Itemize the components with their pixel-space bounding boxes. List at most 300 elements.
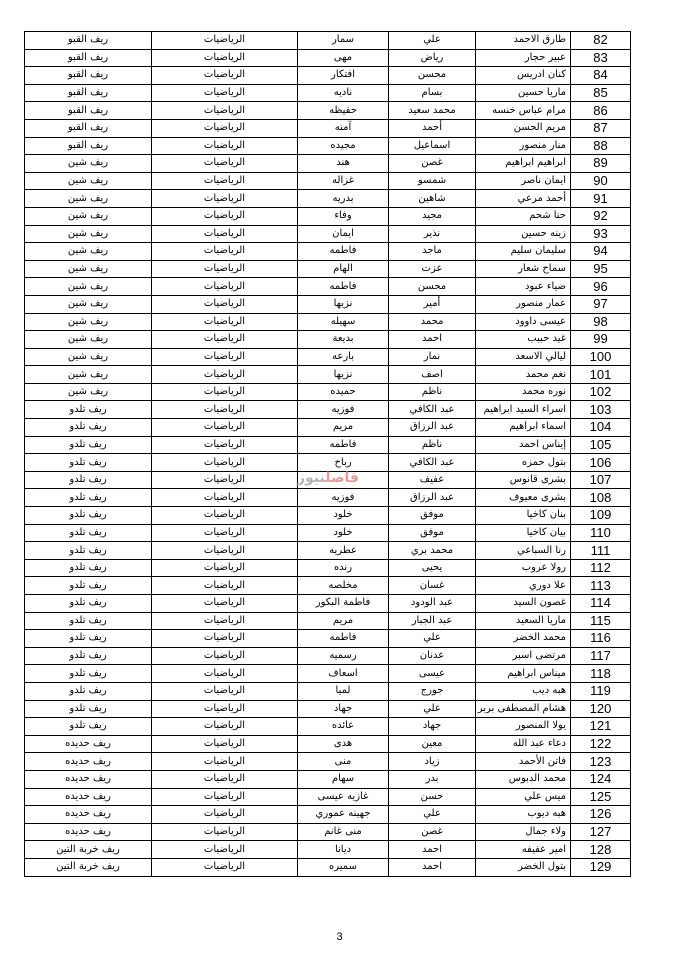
cell-father-name: علي bbox=[389, 630, 476, 648]
cell-mother-name: منى غانم bbox=[298, 823, 389, 841]
cell-mother-name: فاطمة البكور bbox=[298, 595, 389, 613]
cell-father-name: محمد سعيد bbox=[389, 102, 476, 120]
cell-specialization: الرياضيات bbox=[152, 841, 298, 859]
cell-specialization: الرياضيات bbox=[152, 278, 298, 296]
cell-full-name: امير عفيفه bbox=[476, 841, 571, 859]
cell-region: ريف تلدو bbox=[25, 718, 152, 736]
cell-region: ريف شين bbox=[25, 295, 152, 313]
cell-mother-name: فاطمه bbox=[298, 436, 389, 454]
table-row bbox=[25, 190, 631, 208]
cell-region: ريف تلدو bbox=[25, 630, 152, 648]
cell-region: ريف تلدو bbox=[25, 682, 152, 700]
cell-full-name: عمار منصور bbox=[476, 295, 571, 313]
table-row bbox=[25, 419, 631, 437]
table-row bbox=[25, 858, 631, 876]
table-row bbox=[25, 595, 631, 613]
cell-specialization: الرياضيات bbox=[152, 260, 298, 278]
cell-father-name: عبد الجبار bbox=[389, 612, 476, 630]
cell-number: 127 bbox=[571, 823, 631, 841]
cell-full-name: يولا المنصور bbox=[476, 718, 571, 736]
cell-full-name: مرام عباس خنسه bbox=[476, 102, 571, 120]
cell-number: 110 bbox=[571, 524, 631, 542]
cell-full-name: ماريا السعيد bbox=[476, 612, 571, 630]
cell-specialization: الرياضيات bbox=[152, 313, 298, 331]
cell-number: 107 bbox=[571, 471, 631, 489]
cell-region: ريف خربة التين bbox=[25, 841, 152, 859]
cell-full-name: هبه ديوب bbox=[476, 806, 571, 824]
cell-father-name: علي bbox=[389, 806, 476, 824]
cell-specialization: الرياضيات bbox=[152, 348, 298, 366]
cell-number: 88 bbox=[571, 137, 631, 155]
cell-specialization: الرياضيات bbox=[152, 559, 298, 577]
watermark-part2: نيوز bbox=[297, 470, 326, 486]
cell-mother-name: آمنه bbox=[298, 119, 389, 137]
cell-number: 83 bbox=[571, 49, 631, 67]
cell-father-name: حسن bbox=[389, 788, 476, 806]
cell-specialization: الرياضيات bbox=[152, 823, 298, 841]
cell-full-name: رنا السباعي bbox=[476, 542, 571, 560]
cell-specialization: الرياضيات bbox=[152, 682, 298, 700]
cell-mother-name: فوزيه bbox=[298, 401, 389, 419]
cell-mother-name: الهام bbox=[298, 260, 389, 278]
cell-number: 89 bbox=[571, 155, 631, 173]
cell-mother-name: ايمان bbox=[298, 225, 389, 243]
table-row bbox=[25, 32, 631, 50]
cell-number: 117 bbox=[571, 647, 631, 665]
cell-specialization: الرياضيات bbox=[152, 225, 298, 243]
cell-number: 109 bbox=[571, 507, 631, 525]
cell-full-name: ولاء جمال bbox=[476, 823, 571, 841]
cell-number: 82 bbox=[571, 32, 631, 50]
cell-father-name: رياض bbox=[389, 49, 476, 67]
cell-mother-name: رباح bbox=[298, 454, 389, 472]
cell-region: ريف خربة التين bbox=[25, 858, 152, 876]
table-row bbox=[25, 806, 631, 824]
cell-father-name: أمير bbox=[389, 295, 476, 313]
cell-number: 120 bbox=[571, 700, 631, 718]
cell-region: ريف القبو bbox=[25, 84, 152, 102]
cell-region: ريف تلدو bbox=[25, 489, 152, 507]
cell-number: 102 bbox=[571, 383, 631, 401]
cell-mother-name: ناديه bbox=[298, 84, 389, 102]
cell-mother-name: منى bbox=[298, 753, 389, 771]
cell-specialization: الرياضيات bbox=[152, 172, 298, 190]
cell-number: 105 bbox=[571, 436, 631, 454]
cell-region: ريف حديده bbox=[25, 770, 152, 788]
cell-father-name: بسام bbox=[389, 84, 476, 102]
cell-specialization: الرياضيات bbox=[152, 383, 298, 401]
cell-specialization: الرياضيات bbox=[152, 507, 298, 525]
candidates-table bbox=[24, 31, 631, 877]
cell-full-name: ميس علي bbox=[476, 788, 571, 806]
cell-father-name: احمد bbox=[389, 841, 476, 859]
cell-mother-name: فاطمه bbox=[298, 278, 389, 296]
table-row bbox=[25, 788, 631, 806]
cell-specialization: الرياضيات bbox=[152, 102, 298, 120]
cell-specialization: الرياضيات bbox=[152, 366, 298, 384]
cell-number: 111 bbox=[571, 542, 631, 560]
table-row bbox=[25, 647, 631, 665]
cell-region: ريف حديده bbox=[25, 788, 152, 806]
cell-specialization: الرياضيات bbox=[152, 735, 298, 753]
cell-full-name: منار منصور bbox=[476, 137, 571, 155]
cell-region: ريف تلدو bbox=[25, 665, 152, 683]
cell-number: 112 bbox=[571, 559, 631, 577]
table-row bbox=[25, 682, 631, 700]
table-row bbox=[25, 735, 631, 753]
cell-region: ريف شين bbox=[25, 155, 152, 173]
cell-number: 124 bbox=[571, 770, 631, 788]
cell-mother-name: لميا bbox=[298, 682, 389, 700]
cell-father-name: علي bbox=[389, 700, 476, 718]
cell-father-name: غسان bbox=[389, 577, 476, 595]
table-row bbox=[25, 137, 631, 155]
cell-father-name: مجيد bbox=[389, 207, 476, 225]
cell-region: ريف القبو bbox=[25, 49, 152, 67]
cell-father-name: عزت bbox=[389, 260, 476, 278]
cell-full-name: ميناس ابراهيم bbox=[476, 665, 571, 683]
cell-father-name: عبد الكافي bbox=[389, 454, 476, 472]
cell-full-name: ليالي الاسعد bbox=[476, 348, 571, 366]
cell-father-name: محمد bbox=[389, 313, 476, 331]
cell-number: 104 bbox=[571, 419, 631, 437]
cell-father-name: عبد الرزاق bbox=[389, 489, 476, 507]
cell-region: ريف شين bbox=[25, 172, 152, 190]
cell-region: ريف شين bbox=[25, 190, 152, 208]
cell-region: ريف شين bbox=[25, 313, 152, 331]
table-row bbox=[25, 67, 631, 85]
cell-mother-name: رسميه bbox=[298, 647, 389, 665]
cell-region: ريف شين bbox=[25, 243, 152, 261]
cell-region: ريف تلدو bbox=[25, 401, 152, 419]
cell-full-name: دعاء عبد الله bbox=[476, 735, 571, 753]
table-row bbox=[25, 225, 631, 243]
cell-mother-name: مريم bbox=[298, 612, 389, 630]
cell-mother-name: نزيها bbox=[298, 295, 389, 313]
cell-specialization: الرياضيات bbox=[152, 612, 298, 630]
cell-mother-name: سهيله bbox=[298, 313, 389, 331]
cell-region: ريف تلدو bbox=[25, 647, 152, 665]
cell-specialization: الرياضيات bbox=[152, 630, 298, 648]
table-row bbox=[25, 454, 631, 472]
cell-region: ريف القبو bbox=[25, 137, 152, 155]
cell-father-name: ناظم bbox=[389, 383, 476, 401]
cell-specialization: الرياضيات bbox=[152, 32, 298, 50]
cell-number: 119 bbox=[571, 682, 631, 700]
cell-mother-name: نزيها bbox=[298, 366, 389, 384]
cell-number: 100 bbox=[571, 348, 631, 366]
table-row bbox=[25, 841, 631, 859]
cell-mother-name: اسعاف bbox=[298, 665, 389, 683]
cell-mother-name: هند bbox=[298, 155, 389, 173]
cell-mother-name: جهاد bbox=[298, 700, 389, 718]
watermark bbox=[297, 470, 359, 486]
cell-region: ريف القبو bbox=[25, 119, 152, 137]
cell-father-name: نذير bbox=[389, 225, 476, 243]
cell-mother-name: فاطمه bbox=[298, 243, 389, 261]
cell-mother-name: حميده bbox=[298, 383, 389, 401]
table-row bbox=[25, 119, 631, 137]
table-row bbox=[25, 366, 631, 384]
table-row bbox=[25, 823, 631, 841]
cell-specialization: الرياضيات bbox=[152, 489, 298, 507]
cell-specialization: الرياضيات bbox=[152, 419, 298, 437]
cell-specialization: الرياضيات bbox=[152, 137, 298, 155]
cell-specialization: الرياضيات bbox=[152, 806, 298, 824]
cell-father-name: احمد bbox=[389, 331, 476, 349]
cell-specialization: الرياضيات bbox=[152, 770, 298, 788]
cell-mother-name: جهينه عموري bbox=[298, 806, 389, 824]
table-row bbox=[25, 542, 631, 560]
cell-full-name: محمد الخضر bbox=[476, 630, 571, 648]
cell-specialization: الرياضيات bbox=[152, 542, 298, 560]
cell-specialization: الرياضيات bbox=[152, 788, 298, 806]
cell-father-name: جهاد bbox=[389, 718, 476, 736]
cell-region: ريف شين bbox=[25, 331, 152, 349]
table-row bbox=[25, 770, 631, 788]
cell-number: 125 bbox=[571, 788, 631, 806]
cell-mother-name: افتكار bbox=[298, 67, 389, 85]
cell-father-name: شاهين bbox=[389, 190, 476, 208]
cell-specialization: الرياضيات bbox=[152, 647, 298, 665]
cell-father-name: عفيف bbox=[389, 471, 476, 489]
cell-full-name: سليمان سليم bbox=[476, 243, 571, 261]
cell-full-name: كنان ادريس bbox=[476, 67, 571, 85]
cell-father-name: يحيى bbox=[389, 559, 476, 577]
cell-region: ريف تلدو bbox=[25, 436, 152, 454]
table-row bbox=[25, 753, 631, 771]
cell-mother-name: مجيده bbox=[298, 137, 389, 155]
cell-region: ريف تلدو bbox=[25, 595, 152, 613]
cell-full-name: عيسى داوود bbox=[476, 313, 571, 331]
cell-mother-name: وفاء bbox=[298, 207, 389, 225]
cell-number: 91 bbox=[571, 190, 631, 208]
cell-full-name: اسماء ابراهيم bbox=[476, 419, 571, 437]
cell-full-name: بشرى قانوس bbox=[476, 471, 571, 489]
cell-number: 116 bbox=[571, 630, 631, 648]
cell-specialization: الرياضيات bbox=[152, 471, 298, 489]
cell-father-name: موفق bbox=[389, 507, 476, 525]
cell-number: 85 bbox=[571, 84, 631, 102]
table-row bbox=[25, 559, 631, 577]
table-row bbox=[25, 700, 631, 718]
cell-specialization: الرياضيات bbox=[152, 49, 298, 67]
cell-mother-name: خلود bbox=[298, 507, 389, 525]
cell-father-name: غصن bbox=[389, 155, 476, 173]
table-row bbox=[25, 331, 631, 349]
table-row bbox=[25, 489, 631, 507]
table-row bbox=[25, 84, 631, 102]
cell-full-name: زينه حسين bbox=[476, 225, 571, 243]
cell-specialization: الرياضيات bbox=[152, 67, 298, 85]
cell-full-name: ابراهيم ابراهيم bbox=[476, 155, 571, 173]
cell-mother-name: سمار bbox=[298, 32, 389, 50]
watermark-part1: فاصل bbox=[325, 470, 359, 486]
cell-full-name: نوره محمد bbox=[476, 383, 571, 401]
cell-full-name: ماريا حسين bbox=[476, 84, 571, 102]
cell-father-name: نمار bbox=[389, 348, 476, 366]
cell-mother-name: رنده bbox=[298, 559, 389, 577]
cell-father-name: موفق bbox=[389, 524, 476, 542]
table-row bbox=[25, 207, 631, 225]
cell-region: ريف تلدو bbox=[25, 454, 152, 472]
cell-father-name: عيسى bbox=[389, 665, 476, 683]
table-row bbox=[25, 524, 631, 542]
cell-father-name: عبد الرزاق bbox=[389, 419, 476, 437]
cell-mother-name: فاطمه bbox=[298, 630, 389, 648]
cell-region: ريف حديده bbox=[25, 735, 152, 753]
cell-region: ريف تلدو bbox=[25, 700, 152, 718]
cell-specialization: الرياضيات bbox=[152, 718, 298, 736]
cell-region: ريف تلدو bbox=[25, 471, 152, 489]
cell-full-name: ايمان ناصر bbox=[476, 172, 571, 190]
cell-number: 87 bbox=[571, 119, 631, 137]
cell-specialization: الرياضيات bbox=[152, 119, 298, 137]
table-row bbox=[25, 155, 631, 173]
table-row bbox=[25, 348, 631, 366]
cell-number: 86 bbox=[571, 102, 631, 120]
cell-father-name: محسن bbox=[389, 278, 476, 296]
table-row bbox=[25, 383, 631, 401]
cell-mother-name: حفيظه bbox=[298, 102, 389, 120]
cell-number: 94 bbox=[571, 243, 631, 261]
cell-father-name: احمد bbox=[389, 858, 476, 876]
cell-full-name: سماح شعار bbox=[476, 260, 571, 278]
table-row bbox=[25, 401, 631, 419]
cell-region: ريف شين bbox=[25, 366, 152, 384]
cell-full-name: مريم الحسن bbox=[476, 119, 571, 137]
cell-father-name: ماجد bbox=[389, 243, 476, 261]
table-row bbox=[25, 172, 631, 190]
cell-number: 128 bbox=[571, 841, 631, 859]
cell-mother-name: مهى bbox=[298, 49, 389, 67]
cell-region: ريف شين bbox=[25, 260, 152, 278]
cell-region: ريف تلدو bbox=[25, 524, 152, 542]
cell-father-name: عدنان bbox=[389, 647, 476, 665]
cell-mother-name: خلود bbox=[298, 524, 389, 542]
cell-region: ريف حديده bbox=[25, 753, 152, 771]
cell-full-name: عبير حجار bbox=[476, 49, 571, 67]
cell-father-name: بدر bbox=[389, 770, 476, 788]
cell-specialization: الرياضيات bbox=[152, 700, 298, 718]
cell-specialization: الرياضيات bbox=[152, 155, 298, 173]
cell-number: 96 bbox=[571, 278, 631, 296]
cell-full-name: هبه ديب bbox=[476, 682, 571, 700]
cell-full-name: حنا شحم bbox=[476, 207, 571, 225]
table-row bbox=[25, 507, 631, 525]
cell-region: ريف شين bbox=[25, 207, 152, 225]
cell-number: 106 bbox=[571, 454, 631, 472]
cell-number: 129 bbox=[571, 858, 631, 876]
cell-region: ريف تلدو bbox=[25, 542, 152, 560]
table-body bbox=[25, 32, 631, 877]
table-row bbox=[25, 577, 631, 595]
cell-mother-name: ديانا bbox=[298, 841, 389, 859]
cell-mother-name: غازيه عيسى bbox=[298, 788, 389, 806]
cell-full-name: إيناس احمد bbox=[476, 436, 571, 454]
cell-number: 93 bbox=[571, 225, 631, 243]
cell-number: 108 bbox=[571, 489, 631, 507]
cell-full-name: غيد حبيب bbox=[476, 331, 571, 349]
cell-number: 103 bbox=[571, 401, 631, 419]
cell-mother-name: بارعه bbox=[298, 348, 389, 366]
cell-region: ريف حديده bbox=[25, 823, 152, 841]
cell-specialization: الرياضيات bbox=[152, 665, 298, 683]
cell-father-name: معين bbox=[389, 735, 476, 753]
cell-full-name: ضياء عبود bbox=[476, 278, 571, 296]
cell-specialization: الرياضيات bbox=[152, 753, 298, 771]
cell-specialization: الرياضيات bbox=[152, 436, 298, 454]
cell-region: ريف تلدو bbox=[25, 559, 152, 577]
cell-full-name: بشرى معيوف bbox=[476, 489, 571, 507]
cell-region: ريف شين bbox=[25, 383, 152, 401]
cell-region: ريف شين bbox=[25, 225, 152, 243]
cell-number: 113 bbox=[571, 577, 631, 595]
cell-specialization: الرياضيات bbox=[152, 577, 298, 595]
cell-full-name: رولا عروب bbox=[476, 559, 571, 577]
cell-full-name: مرتضى اسبر bbox=[476, 647, 571, 665]
cell-number: 97 bbox=[571, 295, 631, 313]
cell-father-name: محسن bbox=[389, 67, 476, 85]
cell-full-name: طارق الاحمد bbox=[476, 32, 571, 50]
cell-full-name: غصون السيد bbox=[476, 595, 571, 613]
cell-mother-name: هدى bbox=[298, 735, 389, 753]
cell-number: 95 bbox=[571, 260, 631, 278]
cell-full-name: بنان كاخيا bbox=[476, 507, 571, 525]
cell-father-name: زياد bbox=[389, 753, 476, 771]
cell-full-name: بتول الخضر bbox=[476, 858, 571, 876]
cell-number: 121 bbox=[571, 718, 631, 736]
cell-mother-name: فوزيه bbox=[298, 489, 389, 507]
cell-region: ريف القبو bbox=[25, 102, 152, 120]
cell-father-name: اصف bbox=[389, 366, 476, 384]
cell-mother-name: عائده bbox=[298, 718, 389, 736]
cell-father-name: عبد الودود bbox=[389, 595, 476, 613]
table-row bbox=[25, 295, 631, 313]
cell-mother-name: سهام bbox=[298, 770, 389, 788]
table-row bbox=[25, 102, 631, 120]
cell-region: ريف شين bbox=[25, 278, 152, 296]
cell-region: ريف تلدو bbox=[25, 577, 152, 595]
cell-region: ريف حديده bbox=[25, 806, 152, 824]
cell-mother-name: مخلصه bbox=[298, 577, 389, 595]
cell-full-name: علا دوري bbox=[476, 577, 571, 595]
cell-father-name: جورج bbox=[389, 682, 476, 700]
cell-number: 126 bbox=[571, 806, 631, 824]
cell-specialization: الرياضيات bbox=[152, 295, 298, 313]
page-number: 3 bbox=[336, 931, 343, 943]
table-row bbox=[25, 313, 631, 331]
cell-specialization: الرياضيات bbox=[152, 207, 298, 225]
cell-father-name: أحمد bbox=[389, 119, 476, 137]
cell-mother-name: بدريه bbox=[298, 190, 389, 208]
cell-specialization: الرياضيات bbox=[152, 331, 298, 349]
cell-number: 122 bbox=[571, 735, 631, 753]
cell-mother-name: عطريه bbox=[298, 542, 389, 560]
cell-specialization: الرياضيات bbox=[152, 190, 298, 208]
cell-mother-name: بديعة bbox=[298, 331, 389, 349]
table-row bbox=[25, 243, 631, 261]
cell-number: 99 bbox=[571, 331, 631, 349]
table-row bbox=[25, 718, 631, 736]
cell-specialization: الرياضيات bbox=[152, 595, 298, 613]
table-row bbox=[25, 665, 631, 683]
cell-region: ريف القبو bbox=[25, 32, 152, 50]
cell-mother-name: سميره bbox=[298, 858, 389, 876]
cell-number: 101 bbox=[571, 366, 631, 384]
table-row bbox=[25, 612, 631, 630]
cell-father-name: اسماعيل bbox=[389, 137, 476, 155]
